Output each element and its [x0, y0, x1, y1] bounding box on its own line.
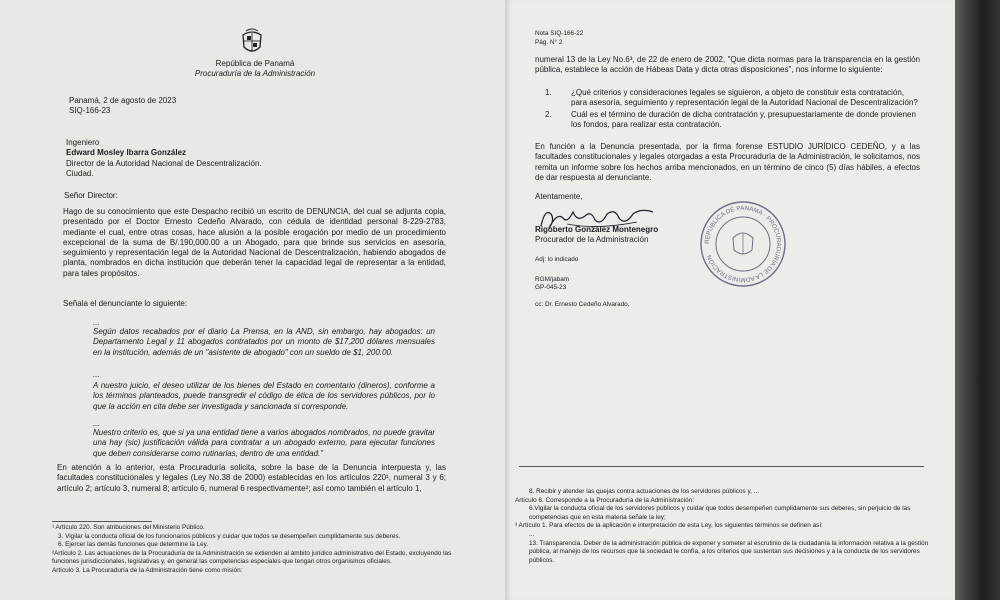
page-number: Pág. N° 2 [535, 39, 563, 46]
footnote-divider [519, 466, 924, 467]
footnotes-left [52, 524, 452, 576]
date-line: Panamá, 2 de agosto de 2023 [69, 96, 177, 105]
letterhead [170, 59, 340, 80]
addressee-city: Ciudad. [66, 168, 94, 178]
footnote: 8. Recibir y atender las quejas contra actuaciones de los servidores públicos y, ... [529, 488, 760, 495]
footnotes-right [515, 488, 940, 565]
addressee-name: Edward Mosley Ibarra González [66, 148, 187, 158]
paragraph-2: Señala el denunciante lo siguiente: [63, 299, 188, 308]
quote-ellipsis-2: ... [93, 370, 100, 379]
list-item [535, 88, 920, 109]
list-text: Cuál es el término de duración de dicha contratación y, presupuestariamente de donde provienen los fondos, para realizar esta contratación. [571, 109, 916, 129]
quote-2: A nuestro juicio, el deseo utilizar de los bienes del Estado en comentario (dineros), conforme a los términos planteados, puede transgredir el código de ética de los servidores públicos, por lo que la acción en cita debe ser investigada y sancionada si corresponde. [93, 381, 435, 411]
footnote: ¹ Artículo 220. Son atribuciones del Ministerio Público. [52, 524, 205, 531]
carbon-copy: cc: Dr. Ernesto Cedeño Alvarado. [535, 301, 630, 308]
gp-reference: GP-045-23 [535, 284, 567, 291]
coat-of-arms-icon [237, 27, 267, 57]
footnote: ³ Artículo 1. Para efectos de la aplicación e interpretación de esta Ley, los siguientes términos se definen así: [515, 522, 823, 530]
list-number: 1. [545, 88, 552, 97]
list-text: ¿Qué criterios y consideraciones legales se siguieron, a objeto de constituir esta contratación, para asesoría, seguimiento y representación legal de la Autoridad Nacional de Descentralización? [571, 88, 918, 108]
letterhead-country: República de Panamá [215, 59, 295, 68]
binder-edge [955, 0, 1000, 600]
footnote: Artículo 6. Corresponde a la Procuraduría de la Administración: [515, 496, 695, 504]
quote-ellipsis-1: ... [93, 318, 100, 327]
footnote: ... [529, 530, 535, 538]
footnote: 3. Vigilar la conducta oficial de los funcionarios públicos y cuidar que todos se desempeñen cumplidamente sus deberes. [58, 532, 401, 540]
reference-number: SIQ-166-23 [69, 106, 111, 115]
list-number: 2. [545, 109, 552, 119]
paragraph-1: Hago de su conocimiento que este Despacho recibió un escrito de DENUNCIA, del cual se adjunta copia, presentado por el Doctor Ernesto Cedeño Alvarado, con cédula de identidad personal 8-229-2783, mediante el cual, entre otras cosas, hace alusión a la posible erogación por medio de un procedimiento excepcional de la suma de B/.190,000.00 a un Abogado, para que brinde sus servicios en asesoría, seguimiento y representación legal de la Autoridad Nacional de Descentralización, habiendo abogados de planta, nombrados en dicha institución que deberán tener la capacidad legal de representar a la entidad, para tales propósitos. [63, 207, 446, 278]
closing: Atentamente, [535, 192, 583, 201]
page2-paragraph-1: numeral 13 de la Ley No.6³, de 22 de enero de 2002, "Que dicta normas para la transparencia en la gestión pública, establece la acción de Hábeas Data y dicta otras disposiciones", nos informe lo siguiente: [535, 55, 920, 75]
footnote: 6.Vigilar la conducta oficial de los servidores públicos y cuidar que todos desempeñen cumplidamente sus deberes, sin perjuicio de las competencias que en esta materia señale la ley; [529, 505, 911, 521]
signer-name: Rigoberto González Montenegro [535, 225, 659, 234]
letter-page-2 [505, 0, 955, 600]
seal-text: REPÚBLICA DE PANAMÁ · PROCURADURÍA DE LA ADMINISTRACIÓN [703, 204, 783, 284]
list-item [535, 110, 920, 131]
request-list [535, 88, 920, 130]
footnote: 6. Ejercer las demás funciones que determine la Ley. [58, 541, 209, 549]
signer-title: Procurador de la Administración [535, 235, 649, 245]
salutation: Señor Director: [64, 191, 118, 200]
addressee-block [66, 138, 366, 179]
quote-1: Según datos recabados por el diario La Prensa, en la AND, sin embargo, hay abogados: un Departamento Legal y 11 abogados contratados por un monto de $17,200 dólares mensuales en la institución, además de un "asistente de abogado" con un sueldo de $1, 200.00. [93, 327, 435, 357]
footnote: Artículo 3. La Procuraduría de la Administración tiene como misión: [52, 566, 243, 574]
note-reference: Nota SIQ-166-22 [535, 30, 584, 37]
page2-paragraph-2: En función a la Denuncia presentada, por la firma forense ESTUDIO JURÍDICO CEDEÑO, y a las facultades constitucionales y legales otorgadas a esta Procuraduría de la Administración, le solicitamos, nos remita un informe sobre los hechos arriba mencionados, en un término de cinco (5) días hábiles, a efectos de dar respuesta al denunciante. [535, 142, 920, 182]
footnote: 13. Transparencia. Deber de la administración pública de exponer y someter al escrutinio de la ciudadanía la información relativa a la gestión pública, al manejo de los recursos que la sociedad le confía, a los criterios que sustentan sus decisiones y a la conducta de los servidores públicos. [529, 539, 929, 564]
official-seal-icon [697, 198, 789, 290]
quote-ellipsis-3: ... [93, 419, 100, 428]
footnote: ²Artículo 2. Las actuaciones de la Procuraduría de la Administración se extienden al ámbito jurídico administrativo del Estado, excluyendo las funciones jurisdiccionales, legislativas y, en general las competencias especiales que tengan otros organismos oficiales. [52, 549, 452, 566]
paragraph-3: En atención a lo anterior, esta Procuraduría solicita, sobre la base de la Denuncia interpuesta y, las facultades constitucionales y legales (Ley No.38 de 2000) establecidas en los artículos 220¹, numeral 3 y 6; artículo 2; artículo 3, numeral 8; artículo 6, numeral 6 respectivamente²; así como también el artículo 1, [57, 463, 446, 493]
quote-3: Nuestro criterio es, que si ya una entidad tiene a varios abogados nombrados, no puede gravitar una hay (sic) justificación válida para contratar a un abogado externo, para ejecutar funciones que deben considerarse como rutinarias, dentro de una entidad." [93, 428, 435, 458]
initials: RGM/jabam [535, 276, 570, 283]
addressee-title: Ingeniero [66, 138, 100, 147]
footnote-divider [52, 521, 152, 522]
letterhead-office: Procuraduría de la Administración [194, 69, 316, 79]
addressee-position: Director de la Autoridad Nacional de Descentralización. [66, 158, 262, 168]
enclosure: Adj: lo indicado [535, 256, 579, 263]
